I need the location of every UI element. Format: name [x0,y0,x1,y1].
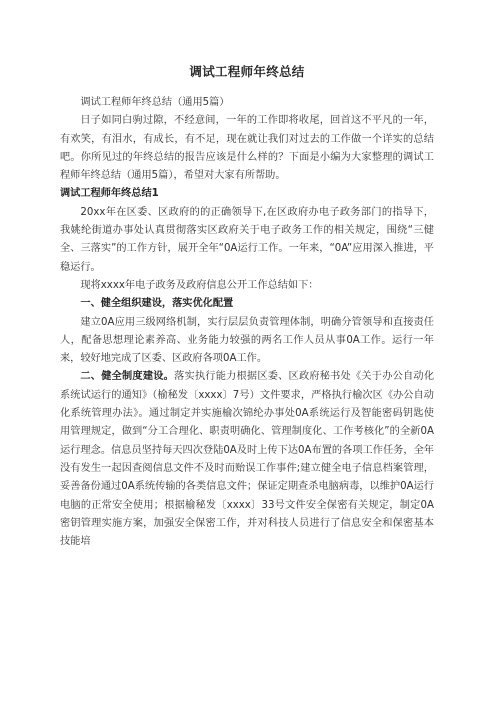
paragraph-3: 建立0A应用三级网络机制，实行层层负责管理体制，明确分管领导和直接责任人，配备思想理论素养高、业务能力较强的两名工作人员从事0A工作。运行一年来，较好地完成了区委、区政府各项0A工作。 [60,316,434,365]
paragraph-1: 20xx年在区委、区政府的的正确领导下,在区政府办电子政务部门的指导下，我姚纶街道办事处认真贯彻落实区政府关于电子政务工作的相关规定，围绕“三健全、三落实”的工作方针，展开全年“0A运行工作。一年来，“0A”应用深入推进，平稳运行。 [60,206,434,273]
paragraph-4-text: 落实执行能力根据区委、区政府秘书处《关于办公自动化系统试运行的通知》（榆秘发〔xxxx〕7号）文件要求，严格执行榆次区《办公自动化系统管理办法》。通过制定并实施榆次锦纶办事处0A系统运行及智能密码钥匙使用管理规定，做到“分工合理化、职责明确化、管理制度化、工作考核化”的全新0A运行理念。信息员坚持每天四次登陆0A及时上传下达0A布置的各项工作任务，全年没有发生一起因查阅信息文件不及时而贻误工作事件;建立健全电子信息档案管理，妥善备份通过0A系统传输的各类信息文件；保证定期查杀电脑病毒，以维护0A运行电脑的正常安全使用；根据榆秘发〔xxxx〕33号文件安全保密有关规定，制定0A密钥管理实施方案，加强安全保密工作，并对科技人员进行了信息安全和保密基本技能培 [60,371,435,548]
section-1-title: 调试工程师年终总结1 [60,188,159,200]
document-subtitle: 调试工程师年终总结（通用5篇） [80,97,230,108]
paragraph-2: 现将xxxx年电子政务及政府信息公开工作总结如下： [80,279,319,291]
document-title: 调试工程师年终总结 [189,64,305,79]
heading-1: 一、健全组织建设，落实优化配置 [80,298,234,310]
heading-2: 二、健全制度建设。 [80,371,175,383]
paragraph-4 [60,368,434,551]
document-page [60,62,434,551]
intro-paragraph: 日子如同白驹过隙，不经意间，一年的工作即将收尾，回首这不平凡的一年，有欢笑，有泪水，有成长，有不足，现在就让我们对过去的工作做一个详实的总结吧。你所见过的年终总结的报告应该是什么样的？下面是小编为大家整理的调试工程师年终总结（通用5篇），希望对大家有所帮助。 [60,115,434,182]
